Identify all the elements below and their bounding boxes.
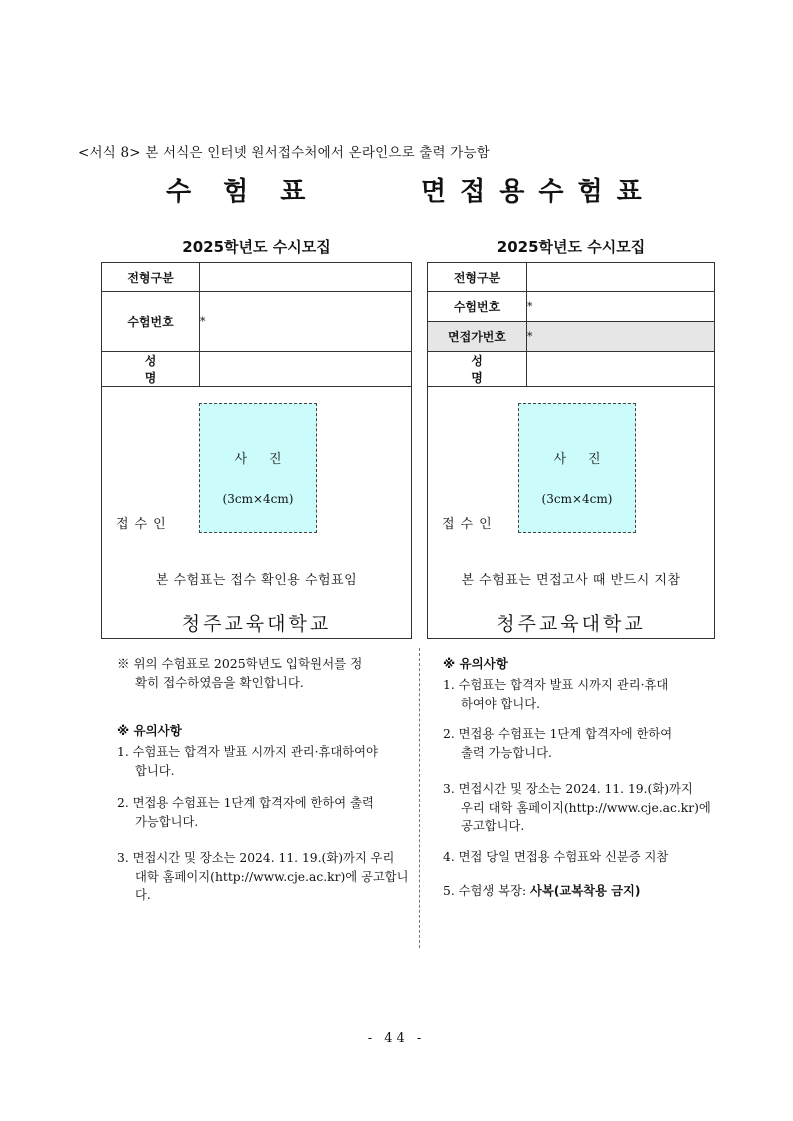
photo-size: (3cm×4cm) — [222, 492, 294, 506]
name-label: 성 명 — [428, 352, 527, 387]
name-field[interactable] — [200, 352, 412, 387]
card-note: 본 수험표는 면접고사 때 반드시 지참 — [461, 573, 681, 588]
list-item — [443, 882, 713, 901]
exam-number-label: 수험번호 — [428, 292, 527, 322]
list-item — [443, 848, 713, 867]
item-line: 5. 수험생 복장: — [443, 884, 530, 898]
photo-size: (3cm×4cm) — [541, 492, 613, 506]
admission-ticket-title: 수험표 — [166, 177, 338, 207]
item-line: 3. 면접시간 및 장소는 2024. 11. 19.(화)까지 우리 — [117, 851, 395, 865]
item-line: 합니다. — [135, 763, 175, 778]
list-item — [117, 849, 417, 905]
track-label: 전형구분 — [102, 263, 200, 292]
item-line: 2. 면접용 수험표는 1단계 합격자에 한하여 출력 — [117, 796, 374, 810]
item-line: 1. 수험표는 합격자 발표 시까지 관리·휴대하여야 — [117, 745, 378, 759]
exam-number-field[interactable]: * — [200, 292, 412, 352]
photo-section — [428, 387, 715, 639]
interview-number-field[interactable]: * — [527, 322, 715, 352]
list-item — [117, 794, 417, 831]
item-line: 3. 면접시간 및 장소는 2024. 11. 19.(화)까지 — [443, 782, 693, 796]
photo-label: 사진 — [234, 452, 304, 467]
photo-box[interactable] — [199, 403, 317, 533]
university-name: 청주교육대학교 — [181, 613, 332, 635]
track-field[interactable] — [527, 263, 715, 292]
form-note: <서식 8> 본 서식은 인터넷 원서접수처에서 온라인으로 출력 가능함 — [78, 145, 491, 161]
list-item — [443, 676, 713, 713]
list-item — [443, 780, 713, 836]
right-subtitle: 2025학년도 수시모집 — [496, 238, 646, 256]
card-note: 본 수험표는 접수 확인용 수험표임 — [155, 573, 358, 588]
item-line: 하여야 합니다. — [461, 696, 541, 711]
track-label: 전형구분 — [428, 263, 527, 292]
interview-ticket-card — [427, 262, 715, 639]
item-line: 우리 대학 홈페이지(http://www.cje.ac.kr)에 — [461, 800, 711, 815]
item-line: 대학 홈페이지(http://www.cje.ac.kr)에 공고합니다. — [135, 869, 409, 902]
receipt-confirmation — [117, 654, 407, 692]
track-field[interactable] — [200, 263, 412, 292]
name-field[interactable] — [527, 352, 715, 387]
exam-number-field[interactable]: * — [527, 292, 715, 322]
left-subtitle: 2025학년도 수시모집 — [182, 238, 331, 256]
confirmation-line: ※ 위의 수험표로 2025학년도 입학원서를 정 — [117, 656, 363, 671]
interview-number-label: 면접가번호 — [428, 322, 527, 352]
cut-line — [419, 648, 420, 948]
list-item — [443, 725, 713, 762]
stamp-label: 접수인 — [116, 517, 172, 532]
exam-number-label: 수험번호 — [102, 292, 200, 352]
item-line: 출력 가능합니다. — [461, 745, 552, 760]
photo-box[interactable] — [518, 403, 636, 533]
item-line: 4. 면접 당일 면접용 수험표와 신분증 지참 — [443, 850, 669, 864]
confirmation-line: 확히 접수하였음을 확인합니다. — [135, 675, 304, 690]
right-notes-heading: ※ 유의사항 — [443, 656, 508, 671]
interview-ticket-title: 면접용수험표 — [421, 177, 656, 207]
name-label: 성 명 — [102, 352, 200, 387]
item-line: 가능합니다. — [135, 814, 199, 829]
left-notes-heading: ※ 유의사항 — [117, 723, 182, 738]
list-item — [117, 743, 417, 780]
stamp-label: 접수인 — [442, 517, 498, 532]
photo-section — [102, 387, 412, 639]
item-line: 공고합니다. — [461, 819, 525, 833]
admission-ticket-card — [101, 262, 412, 639]
item-line: 2. 면접용 수험표는 1단계 합격자에 한하여 — [443, 727, 673, 741]
page-number: - 44 - — [367, 1031, 426, 1046]
dress-code: 사복(교복착용 금지) — [530, 884, 641, 898]
university-name: 청주교육대학교 — [496, 613, 646, 635]
item-line: 1. 수험표는 합격자 발표 시까지 관리·휴대 — [443, 678, 669, 692]
photo-label: 사진 — [553, 452, 623, 467]
